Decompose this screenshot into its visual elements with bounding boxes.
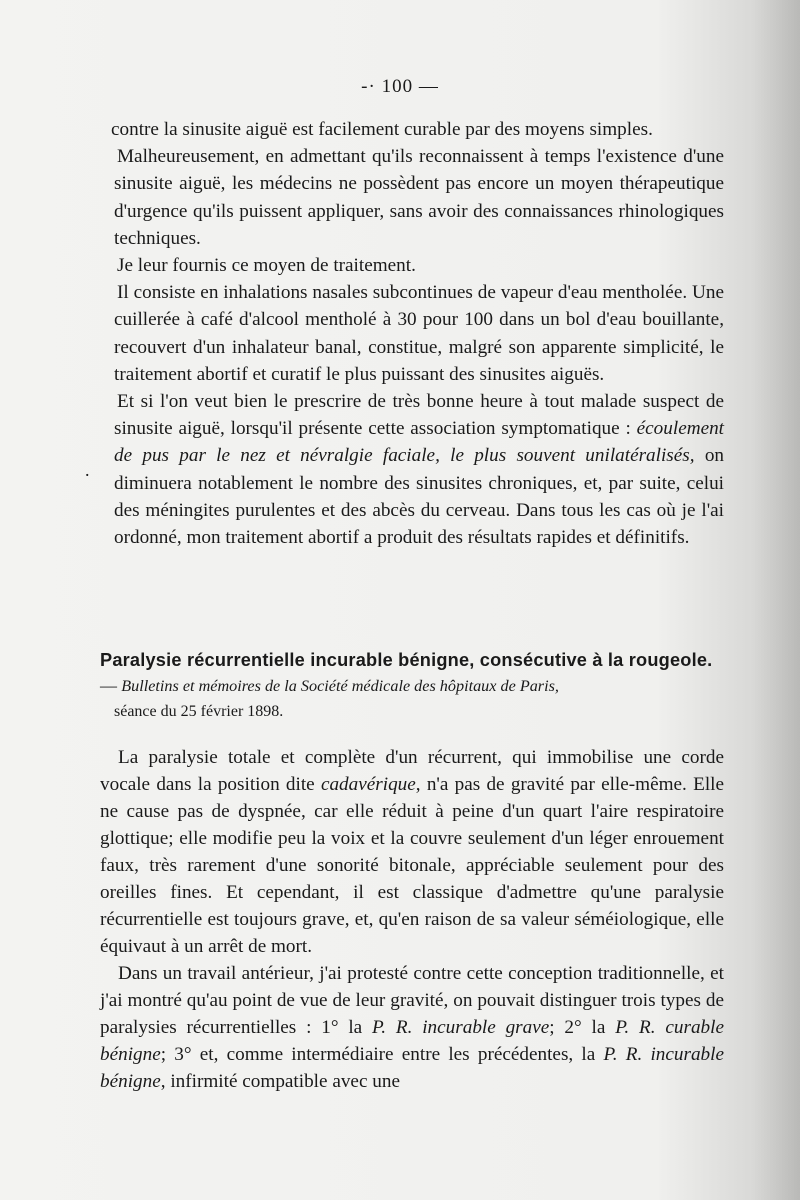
italic-phrase: écoulement de pus par le nez et névralgie faciale, le plus souvent unilatéralisés, bbox=[114, 418, 725, 467]
article-source: Bulletins et mémoires de la Société médicale des hôpitaux de Paris, bbox=[121, 677, 559, 695]
paragraph: contre la sinusite aiguë est facilement curable par des moyens simples. bbox=[111, 119, 653, 140]
text-run: , infirmité compatible avec une bbox=[160, 1071, 400, 1092]
text-run: on diminuera notablement le nombre des sinusites chroniques, et, par suite, celui des méningites purulentes et des abcès du cerveau. Dans tous les cas où je l'ai ordonné, mon traitement abortif a produit des résultats rapides et définitifs. bbox=[114, 445, 724, 549]
paragraph: Je leur fournis ce moyen de traitement. bbox=[117, 255, 416, 277]
italic-phrase: P. R. curable bénigne bbox=[100, 1017, 725, 1065]
paragraph: Malheureusement, en admettant qu'ils reconnaissent à temps l'existence d'une sinusite aiguë, les médecins ne possèdent pas encore un moyen thérapeutique d'urgence qu'ils puissent appliquer, sans avoir des connaissances rhinologiques techniques. bbox=[114, 146, 724, 249]
text-run: Dans un travail antérieur, j'ai protesté contre cette conception traditionnelle, et j'ai montré qu'au point de vue de leur gravité, on pouvait distinguer trois types de paralysies récurrentielles : 1° la bbox=[100, 963, 724, 1038]
italic-phrase: P. R. incurable grave bbox=[372, 1017, 550, 1038]
margin-mark: . bbox=[85, 460, 90, 480]
paragraph bbox=[100, 960, 724, 1095]
paragraph bbox=[114, 388, 724, 551]
paragraph bbox=[100, 744, 724, 960]
article-title: Paralysie récurrentielle incurable bénigne, consécutive à la rougeole. bbox=[100, 650, 713, 670]
page-number: -· 100 — bbox=[361, 76, 439, 97]
article-date: séance du 25 février 1898. bbox=[114, 703, 284, 720]
paragraph: Il consiste en inhalations nasales subcontinues de vapeur d'eau mentholée. Une cuillerée à café d'alcool mentholé à 30 pour 100 dans un bol d'eau bouillante, recouvert d'un inhalateur banal, constitue, malgré son apparente simplicité, le traitement abortif et curatif le plus puissant des sinusites aiguës. bbox=[114, 282, 724, 385]
article-2-heading bbox=[100, 648, 722, 724]
text-run: Et si l'on veut bien le prescrire de très bonne heure à tout malade suspect de sinusite aiguë, lorsqu'il présente cette association symptomatique : bbox=[114, 391, 724, 440]
text-run: ; 2° la bbox=[549, 1017, 606, 1038]
italic-phrase: P. R. incurable bénigne bbox=[100, 1044, 724, 1092]
title-dash: — bbox=[100, 676, 122, 695]
text-run: La paralysie totale et complète d'un récurrent, qui immobilise une corde vocale dans la position dite bbox=[100, 747, 724, 795]
text-run: ; 3° et, comme intermédiaire entre les précédentes, la bbox=[160, 1044, 596, 1065]
article-1-text bbox=[111, 116, 725, 551]
italic-phrase: cadavérique bbox=[320, 774, 416, 795]
text-run: , n'a pas de gravité par elle-même. Elle ne cause pas de dyspnée, car elle réduit à peine d'un quart l'aire respiratoire glottique; elle modifie peu la voix et la couvre seulement d'un léger enrouement faux, très rarement d'une sonorité bitonale, appréciable seulement pour des oreilles fines. Et cependant, il est classique d'admettre qu'une paralysie récurrentielle est toujours grave, et, qu'en raison de sa valeur séméiologique, elle équivaut à un arrêt de mort. bbox=[100, 774, 724, 957]
article-2-text bbox=[100, 744, 724, 1095]
